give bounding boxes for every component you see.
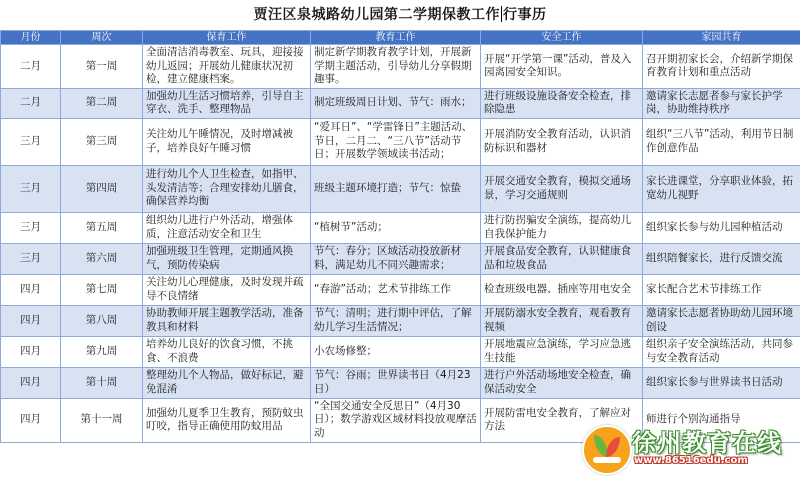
cell-home: 邀请家长志愿者协助幼儿园环境创设 (643, 305, 800, 336)
cell-care: 整理幼儿个人物品，做好标记，避免混淆 (143, 367, 311, 398)
cell-week: 第五周 (61, 212, 143, 243)
table-row (1, 45, 800, 89)
cell-week: 第一周 (61, 45, 143, 89)
cell-home: 邀请家长志愿者参与家长护学岗，协助维持秩序 (643, 88, 800, 118)
cell-care: 进行幼儿个人卫生检查，如指甲、头发清洁等；合理安排幼儿膳食，确保营养均衡 (143, 165, 311, 212)
header-education: 教育工作 (311, 31, 481, 45)
cell-care: 加强班级卫生管理，定期通风换气，预防传染病 (143, 243, 311, 274)
cell-week: 第二周 (61, 88, 143, 118)
cell-month: 三月 (1, 118, 61, 165)
cell-home: 师进行个别沟通指导 (643, 398, 800, 442)
cell-safety: 开展交通安全教育，模拟交通场景，学习交通规则 (481, 165, 643, 212)
cell-week: 第三周 (61, 118, 143, 165)
cell-education: 班级主题环境打造；节气：惊蛰 (311, 165, 481, 212)
cell-home: 组织亲子安全演练活动，共同参与安全教育活动 (643, 336, 800, 367)
cell-month: 三月 (1, 212, 61, 243)
cell-month: 四月 (1, 336, 61, 367)
cell-safety: 检查班级电器、插座等用电安全 (481, 274, 643, 305)
cell-safety: 开展地震应急演练，学习应急逃生技能 (481, 336, 643, 367)
page-title (0, 0, 800, 30)
cell-care: 加强幼儿夏季卫生教育，预防蚊虫叮咬，指导正确使用防蚊用品 (143, 398, 311, 442)
cell-safety: 开展消防安全教育活动，认识消防标识和器材 (481, 118, 643, 165)
cell-month: 四月 (1, 305, 61, 336)
cell-month: 二月 (1, 88, 61, 118)
cell-week: 第四周 (61, 165, 143, 212)
cell-home: 家长进课堂，分享职业体验，拓宽幼儿视野 (643, 165, 800, 212)
table-row (1, 118, 800, 165)
cell-care: 全面清洁消毒教室、玩具，迎接接幼儿返园；开展幼儿健康状况初检，建立健康档案。 (143, 45, 311, 89)
cell-safety: 进行班级设施设备安全检查，排除隐患 (481, 88, 643, 118)
cell-education: 制定新学期教育教学计划，开展新学期主题活动，引导幼儿分享假期趣事。 (311, 45, 481, 89)
schedule-table (0, 30, 800, 443)
cell-education: 节气：清明；进行期中评估，了解幼儿学习生活情况； (311, 305, 481, 336)
title-text-end: 行事历 (503, 7, 547, 23)
cell-week: 第十一周 (61, 398, 143, 442)
site-logo-icon (582, 425, 632, 475)
cell-education: 节气：春分；区域活动投放新材料，满足幼儿不同兴趣需求； (311, 243, 481, 274)
cell-home: 组织家长参与世界读书日活动 (643, 367, 800, 398)
cell-week: 第六周 (61, 243, 143, 274)
cell-month: 三月 (1, 165, 61, 212)
table-row (1, 305, 800, 336)
cell-week: 第十周 (61, 367, 143, 398)
cell-care: 关注幼儿心理健康，及时发现并疏导不良情绪 (143, 274, 311, 305)
cell-home: 组织陪餐家长，进行反馈交流 (643, 243, 800, 274)
cell-week: 第八周 (61, 305, 143, 336)
header-month: 月份 (1, 31, 61, 45)
cell-month: 四月 (1, 398, 61, 442)
table-row (1, 165, 800, 212)
cell-education: 节气：谷雨；世界读书日（4月23日） (311, 367, 481, 398)
cell-month: 四月 (1, 367, 61, 398)
cell-home: 召开期初家长会，介绍新学期保育教育计划和重点活动 (643, 45, 800, 89)
cell-care: 组织幼儿进行户外活动，增强体质，注意活动安全和卫生 (143, 212, 311, 243)
table-row (1, 336, 800, 367)
cell-week: 第七周 (61, 274, 143, 305)
cell-home: 家长配合艺术节排练工作 (643, 274, 800, 305)
table-row (1, 243, 800, 274)
cell-safety: 开展“开学第一课”活动，普及入园离园安全知识。 (481, 45, 643, 89)
cell-education: “植树节”活动； (311, 212, 481, 243)
cell-home: 组织家长参与幼儿园种植活动 (643, 212, 800, 243)
cell-month: 三月 (1, 243, 61, 274)
cell-education: “全国交通安全反思日”（4月30日）；数学游戏区域材料投放观摩活动 (311, 398, 481, 442)
cell-month: 二月 (1, 45, 61, 89)
header-home: 家园共育 (643, 31, 800, 45)
cell-care: 培养幼儿良好的饮食习惯，不挑食、不浪费 (143, 336, 311, 367)
watermark-url: www.86516edu.com (634, 455, 748, 466)
cell-safety: 开展食品安全教育，认识健康食品和垃圾食品 (481, 243, 643, 274)
table-row (1, 212, 800, 243)
table-row (1, 88, 800, 118)
cell-education: 制定班级周日计划、节气：雨水； (311, 88, 481, 118)
cell-education: “春游”活动；艺术节排练工作 (311, 274, 481, 305)
cell-month: 四月 (1, 274, 61, 305)
header-row (1, 31, 800, 45)
cell-care: 协助教师开展主题教学活动，准备教具和材料 (143, 305, 311, 336)
site-watermark (580, 417, 800, 481)
cell-care: 关注幼儿午睡情况，及时增减被子，培养良好午睡习惯 (143, 118, 311, 165)
cell-education: 小农场修整； (311, 336, 481, 367)
text-cursor (501, 6, 502, 22)
cell-home: 组织“三八节”活动，利用节日制作创意作品 (643, 118, 800, 165)
header-care: 保育工作 (143, 31, 311, 45)
title-text: 贾汪区泉城路幼儿园第二学期保教工作 (253, 7, 500, 23)
cell-safety: 开展防雷电安全教育，了解应对方法 (481, 398, 643, 442)
cell-safety: 进行户外活动场地安全检查，确保活动安全 (481, 367, 643, 398)
table-row (1, 367, 800, 398)
header-safety: 安全工作 (481, 31, 643, 45)
watermark-name: 徐州教育在线 (632, 429, 782, 457)
cell-week: 第九周 (61, 336, 143, 367)
table-row (1, 274, 800, 305)
cell-education: “爱耳日”、“学雷锋日”主题活动、节日，二月二、“三八节”活动节日；开展数学领域读书活动； (311, 118, 481, 165)
header-week: 周次 (61, 31, 143, 45)
cell-safety: 开展防溺水安全教育，观看教育视频 (481, 305, 643, 336)
cell-safety: 进行防拐骗安全演练，提高幼儿自我保护能力 (481, 212, 643, 243)
cell-care: 加强幼儿生活习惯培养，引导自主穿衣、洗手、整理物品 (143, 88, 311, 118)
